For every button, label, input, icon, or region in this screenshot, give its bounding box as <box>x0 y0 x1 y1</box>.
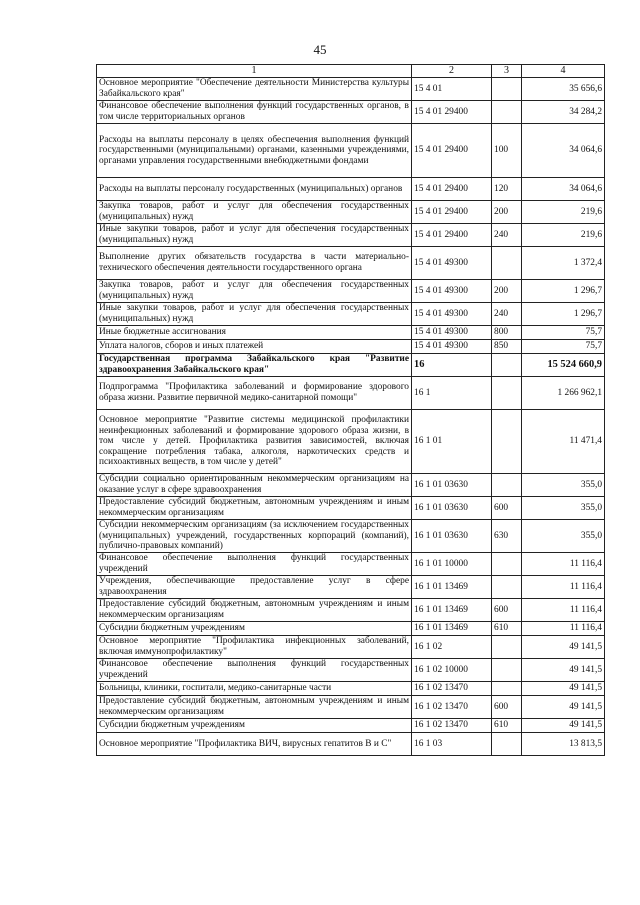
table-row <box>97 303 605 326</box>
row-name: Государственная программа Забайкальского края "Развитие здравоохранения Забайкальского края" <box>97 354 412 377</box>
row-type: 120 <box>492 178 522 201</box>
row-code: 16 1 02 10000 <box>412 659 492 682</box>
row-type <box>492 78 522 101</box>
table-row <box>97 340 605 354</box>
row-sum: 49 141,5 <box>522 659 605 682</box>
row-sum: 15 524 660,9 <box>522 354 605 377</box>
row-code: 16 1 01 <box>412 410 492 474</box>
row-code: 15 4 01 49300 <box>412 326 492 340</box>
row-sum: 49 141,5 <box>522 719 605 733</box>
row-code: 16 1 01 10000 <box>412 553 492 576</box>
row-sum: 13 813,5 <box>522 733 605 756</box>
row-name: Закупка товаров, работ и услуг для обеспечения государственных (муниципальных) нужд <box>97 201 412 224</box>
row-type: 850 <box>492 340 522 354</box>
row-type <box>492 659 522 682</box>
row-type <box>492 474 522 497</box>
table-row <box>97 377 605 410</box>
row-name: Подпрограмма "Профилактика заболеваний и формирование здорового образа жизни. Развитие первичной медико-санитарной помощи" <box>97 377 412 410</box>
row-code: 15 4 01 29400 <box>412 124 492 178</box>
table-header-row <box>97 65 605 78</box>
row-sum: 34 064,6 <box>522 124 605 178</box>
page-number: 45 <box>313 42 327 57</box>
row-type: 200 <box>492 201 522 224</box>
row-type: 240 <box>492 303 522 326</box>
row-code: 15 4 01 29400 <box>412 178 492 201</box>
header-col-name: 1 <box>97 65 412 78</box>
row-sum: 49 141,5 <box>522 682 605 696</box>
row-type: 600 <box>492 497 522 520</box>
table-row <box>97 719 605 733</box>
row-type: 600 <box>492 696 522 719</box>
table-row <box>97 576 605 599</box>
row-sum: 11 471,4 <box>522 410 605 474</box>
row-type <box>492 247 522 280</box>
row-name: Учреждения, обеспечивающие предоставление услуг в сфере здравоохранения <box>97 576 412 599</box>
row-type <box>492 354 522 377</box>
table-row <box>97 224 605 247</box>
row-code: 15 4 01 49300 <box>412 303 492 326</box>
row-name: Иные закупки товаров, работ и услуг для обеспечения государственных (муниципальных) нужд <box>97 303 412 326</box>
table-row <box>97 599 605 622</box>
row-code: 16 1 02 13470 <box>412 719 492 733</box>
table-row <box>97 178 605 201</box>
row-type <box>492 733 522 756</box>
row-type: 610 <box>492 622 522 636</box>
table-row <box>97 247 605 280</box>
table-row <box>97 636 605 659</box>
table-row <box>97 659 605 682</box>
row-code: 16 <box>412 354 492 377</box>
row-code: 16 1 02 <box>412 636 492 659</box>
row-name: Основное мероприятие "Обеспечение деятельности Министерства культуры Забайкальского края" <box>97 78 412 101</box>
row-name: Больницы, клиники, госпитали, медико-санитарные части <box>97 682 412 696</box>
row-sum: 49 141,5 <box>522 636 605 659</box>
row-sum: 355,0 <box>522 474 605 497</box>
row-type <box>492 377 522 410</box>
table-row <box>97 410 605 474</box>
row-name: Предоставление субсидий бюджетным, автономным учреждениям и иным некоммерческим организациям <box>97 599 412 622</box>
row-name: Выполнение других обязательств государства в части материально-технического обеспечения деятельности государственного органа <box>97 247 412 280</box>
row-sum: 35 656,6 <box>522 78 605 101</box>
row-sum: 75,7 <box>522 340 605 354</box>
row-type <box>492 636 522 659</box>
row-type: 240 <box>492 224 522 247</box>
row-code: 16 1 01 03630 <box>412 474 492 497</box>
table-row <box>97 124 605 178</box>
row-name: Закупка товаров, работ и услуг для обеспечения государственных (муниципальных) нужд <box>97 280 412 303</box>
table-row <box>97 201 605 224</box>
row-type: 200 <box>492 280 522 303</box>
row-sum: 34 284,2 <box>522 101 605 124</box>
table-row <box>97 696 605 719</box>
row-name: Основное мероприятие "Профилактика инфекционных заболеваний, включая иммунопрофилактику" <box>97 636 412 659</box>
table-row <box>97 474 605 497</box>
row-name: Субсидии социально ориентированным некоммерческим организациям на оказание услуг в сфере здравоохранения <box>97 474 412 497</box>
row-code: 15 4 01 29400 <box>412 201 492 224</box>
row-sum: 11 116,4 <box>522 576 605 599</box>
budget-table <box>96 64 605 756</box>
table-row <box>97 280 605 303</box>
row-name: Финансовое обеспечение выполнения функций государственных органов, в том числе территориальных органов <box>97 101 412 124</box>
row-name: Уплата налогов, сборов и иных платежей <box>97 340 412 354</box>
row-type: 100 <box>492 124 522 178</box>
row-name: Иные закупки товаров, работ и услуг для обеспечения государственных (муниципальных) нужд <box>97 224 412 247</box>
row-sum: 75,7 <box>522 326 605 340</box>
table-row <box>97 682 605 696</box>
row-type <box>492 410 522 474</box>
row-code: 15 4 01 49300 <box>412 247 492 280</box>
row-name: Основное мероприятие "Профилактика ВИЧ, вирусных гепатитов В и С" <box>97 733 412 756</box>
row-name: Иные бюджетные ассигнования <box>97 326 412 340</box>
table-row <box>97 553 605 576</box>
header-col-type: 3 <box>492 65 522 78</box>
row-sum: 34 064,6 <box>522 178 605 201</box>
row-sum: 11 116,4 <box>522 599 605 622</box>
row-code: 15 4 01 49300 <box>412 340 492 354</box>
table-row <box>97 520 605 553</box>
row-sum: 49 141,5 <box>522 696 605 719</box>
table-row <box>97 101 605 124</box>
row-sum: 355,0 <box>522 497 605 520</box>
row-name: Расходы на выплаты персоналу в целях обеспечения выполнения функций государственными (муниципальными) органами, казенными учреждениями, органами управления государственными внебюджетными фондами <box>97 124 412 178</box>
header-col-code: 2 <box>412 65 492 78</box>
row-code: 15 4 01 <box>412 78 492 101</box>
row-type: 630 <box>492 520 522 553</box>
budget-table-body <box>97 65 605 756</box>
row-sum: 1 296,7 <box>522 303 605 326</box>
row-type: 610 <box>492 719 522 733</box>
row-name: Предоставление субсидий бюджетным, автономным учреждениям и иным некоммерческим организациям <box>97 696 412 719</box>
row-sum: 11 116,4 <box>522 622 605 636</box>
row-sum: 355,0 <box>522 520 605 553</box>
row-sum: 219,6 <box>522 224 605 247</box>
row-code: 15 4 01 29400 <box>412 101 492 124</box>
row-code: 15 4 01 29400 <box>412 224 492 247</box>
row-type <box>492 553 522 576</box>
table-row <box>97 326 605 340</box>
row-sum: 219,6 <box>522 201 605 224</box>
row-type <box>492 682 522 696</box>
table-row <box>97 622 605 636</box>
row-code: 16 1 01 13469 <box>412 576 492 599</box>
row-code: 16 1 <box>412 377 492 410</box>
row-type <box>492 101 522 124</box>
row-type <box>492 576 522 599</box>
row-code: 16 1 01 03630 <box>412 497 492 520</box>
table-row <box>97 78 605 101</box>
row-name: Основное мероприятие "Развитие системы медицинской профилактики неинфекционных заболеваний и формирование здорового образа жизни, в том числе у детей. Профилактика развития зависимостей, включая сокращение потребления табака, алкоголя, наркотических средств и психоактивных веществ, в том числе у детей" <box>97 410 412 474</box>
table-row <box>97 497 605 520</box>
row-sum: 1 372,4 <box>522 247 605 280</box>
row-code: 16 1 01 13469 <box>412 599 492 622</box>
row-name: Субсидии бюджетным учреждениям <box>97 622 412 636</box>
row-name: Субсидии некоммерческим организациям (за исключением государственных (муниципальных) учреждений, государственных корпораций (компаний), публично-правовых компаний) <box>97 520 412 553</box>
row-code: 16 1 01 13469 <box>412 622 492 636</box>
row-name: Финансовое обеспечение выполнения функций государственных учреждений <box>97 553 412 576</box>
row-name: Финансовое обеспечение выполнения функций государственных учреждений <box>97 659 412 682</box>
row-name: Расходы на выплаты персоналу государственных (муниципальных) органов <box>97 178 412 201</box>
row-type: 800 <box>492 326 522 340</box>
row-name: Предоставление субсидий бюджетным, автономным учреждениям и иным некоммерческим организациям <box>97 497 412 520</box>
row-code: 16 1 03 <box>412 733 492 756</box>
row-code: 15 4 01 49300 <box>412 280 492 303</box>
row-sum: 1 266 962,1 <box>522 377 605 410</box>
row-name: Субсидии бюджетным учреждениям <box>97 719 412 733</box>
row-sum: 11 116,4 <box>522 553 605 576</box>
row-code: 16 1 01 03630 <box>412 520 492 553</box>
row-type: 600 <box>492 599 522 622</box>
row-code: 16 1 02 13470 <box>412 682 492 696</box>
table-row <box>97 733 605 756</box>
table-row <box>97 354 605 377</box>
row-code: 16 1 02 13470 <box>412 696 492 719</box>
header-col-sum: 4 <box>522 65 605 78</box>
row-sum: 1 296,7 <box>522 280 605 303</box>
